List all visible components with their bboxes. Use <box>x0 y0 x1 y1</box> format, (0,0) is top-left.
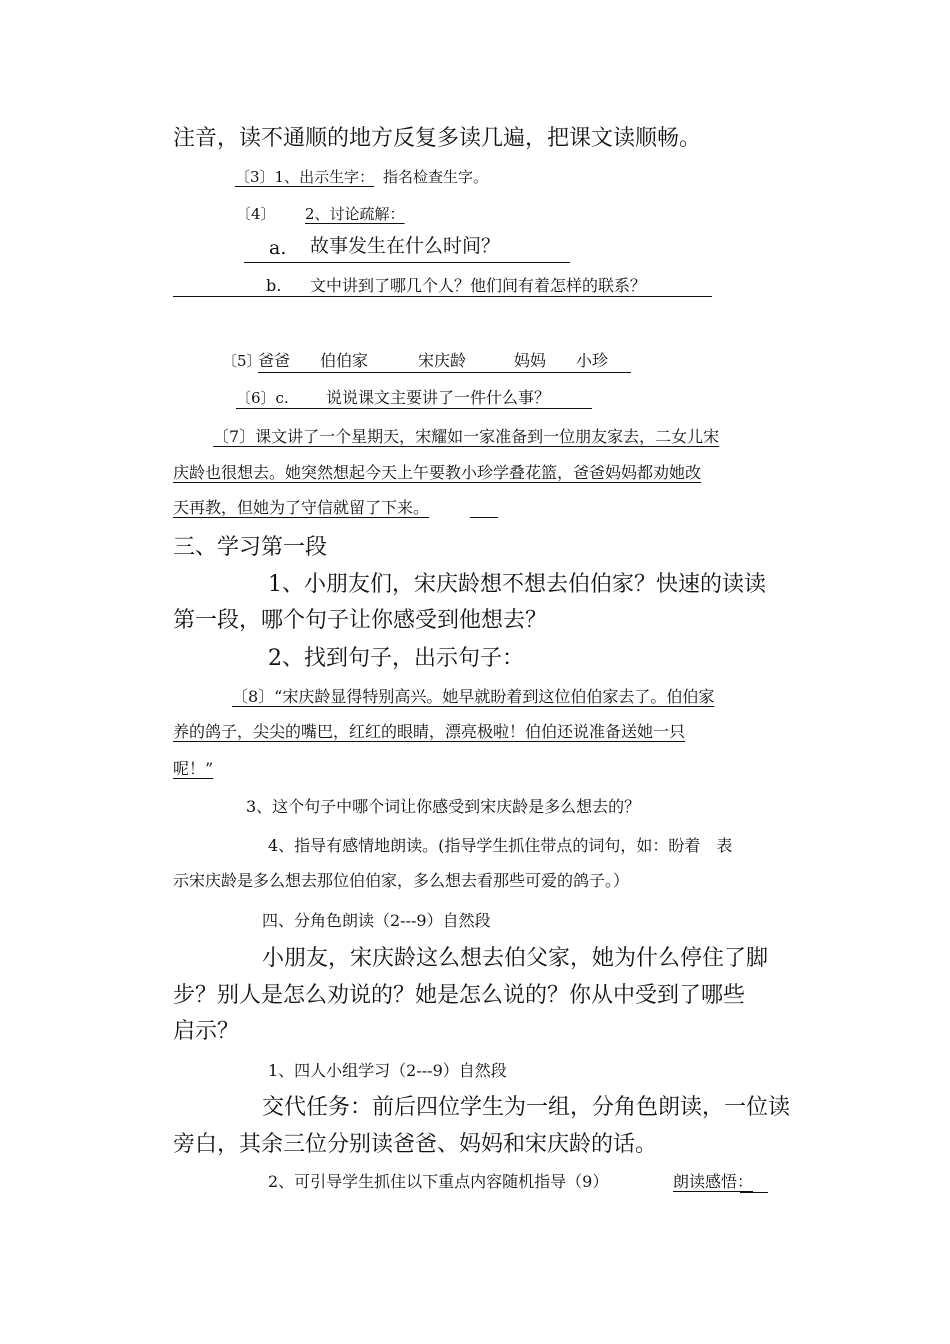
character-item: 伯伯家 <box>320 351 369 370</box>
text-line: 1、四人小组学习（2---9）自然段 <box>268 1061 507 1080</box>
step-4-label: 〔4〕 <box>236 205 276 223</box>
underline-rule <box>258 372 631 373</box>
text-line: 旁白，其余三位分别读爸爸、妈妈和宋庆龄的话。 <box>173 1132 658 1157</box>
summary-line: 庆龄也很想去。她突然想起今天上午要教小珍学叠花篮，爸爸妈妈都劝她改 <box>173 463 702 482</box>
text-line: 4、指导有感情地朗读。(指导学生抓住带点的词句，如：盼着 表 <box>268 836 733 855</box>
quote-line: 养的鸽子，尖尖的嘴巴，红红的眼睛，漂亮极啦！伯伯还说准备送她一只 <box>173 722 686 741</box>
question-b-marker: b. <box>266 276 282 295</box>
question-a-marker: a. <box>269 237 287 259</box>
quote-line: 〔8〕“宋庆龄显得特别高兴。她早就盼着到这位伯伯家去了。伯伯家 <box>232 687 715 706</box>
underline-rule <box>236 408 592 409</box>
character-item: 宋庆龄 <box>418 351 467 370</box>
text-line-underlined: 朗读感悟： <box>673 1172 754 1191</box>
text-line: 步？别人是怎么劝说的？她是怎么说的？你从中受到了哪些 <box>173 983 746 1008</box>
character-item: 妈妈 <box>514 351 547 370</box>
text-line: 第一段，哪个句子让你感受到他想去？ <box>173 608 548 633</box>
text-line: 1、小朋友们，宋庆龄想不想去伯伯家？快速的读读 <box>268 572 766 597</box>
question-b-text: 文中讲到了哪几个人？他们间有着怎样的联系？ <box>310 276 647 295</box>
text-line: 交代任务：前后四位学生为一组，分角色朗读，一位读 <box>262 1095 791 1120</box>
underline-rule <box>740 1192 768 1193</box>
text-line: 注音，读不通顺的地方反复多读几遍，把课文读顺畅。 <box>173 126 702 151</box>
quote-line: 呢！” <box>173 759 214 778</box>
text-line: 小朋友，宋庆龄这么想去伯父家，她为什么停住了脚 <box>262 946 769 971</box>
underline-rule <box>470 517 498 518</box>
text-line: 示宋庆龄是多么想去那位伯伯家，多么想去看那些可爱的鸽子。） <box>173 871 630 890</box>
question-a-text: 故事发生在什么时间？ <box>310 235 501 257</box>
step-4-text: 2、讨论疏解： <box>305 205 405 223</box>
text-line: 2、可引导学生抓住以下重点内容随机指导（9） <box>268 1172 609 1191</box>
text-line: 启示？ <box>173 1019 240 1044</box>
text-line: 3、这个句子中哪个词让你感受到宋庆龄是多么想去的？ <box>246 797 641 816</box>
underline-rule <box>244 262 570 263</box>
summary-line: 天再教，但她为了守信就留了下来。 <box>173 498 430 517</box>
character-item: 爸爸 <box>258 351 291 370</box>
step-5-label: 〔5〕 <box>222 352 262 370</box>
step-3-label: 〔3〕1、出示生字： <box>235 168 375 186</box>
underline-rule <box>173 296 712 297</box>
step-6-label: 〔6〕c. <box>236 389 289 407</box>
character-item: 小珍 <box>576 351 609 370</box>
question-c-text: 说说课文主要讲了一件什么事？ <box>326 388 551 407</box>
summary-line: 〔7〕课文讲了一个星期天，宋耀如一家准备到一位朋友家去，二女儿宋 <box>213 427 720 446</box>
step-3-text: 指名检查生字。 <box>383 168 489 186</box>
text-line: 2、找到句子，出示句子： <box>268 646 524 671</box>
section-heading: 三、学习第一段 <box>173 535 328 560</box>
section-heading: 四、分角色朗读（2---9）自然段 <box>262 911 491 930</box>
